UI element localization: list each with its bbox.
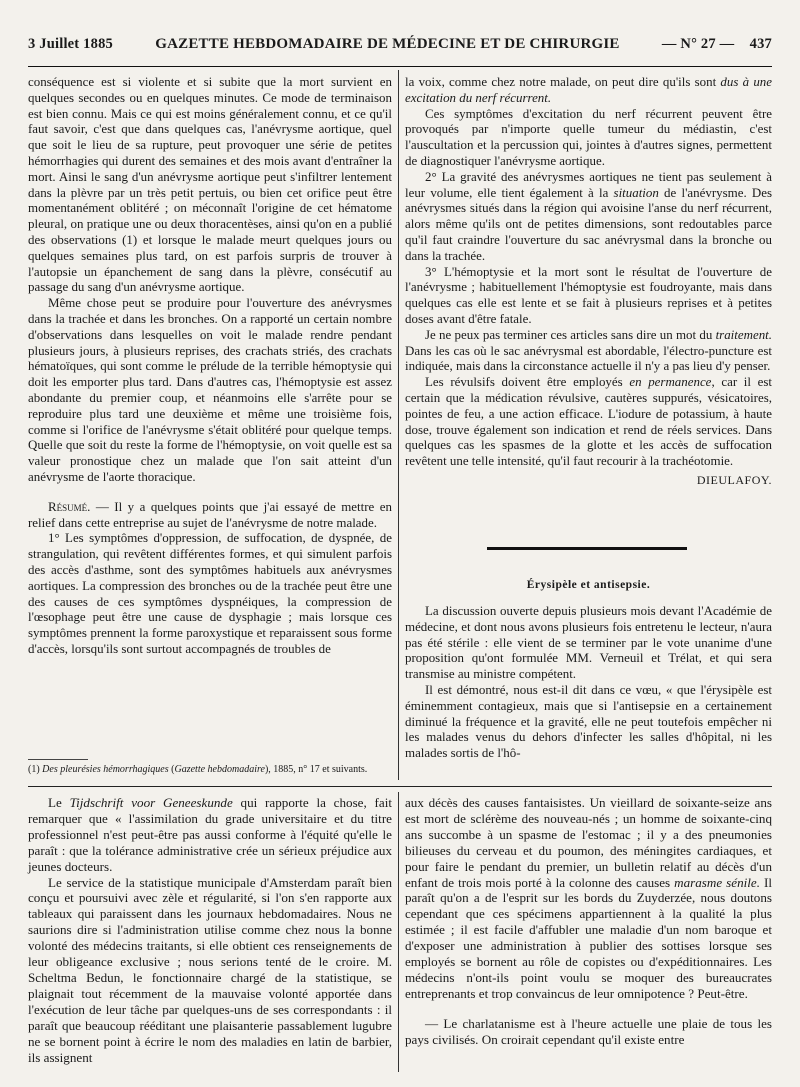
footnote-rule	[28, 759, 88, 760]
paragraph: Les révulsifs doivent être employés en permanence, car il est certain que la médication révulsive, cautères suppurés, vésicatoires, pointes de feu, a une action efficace. L'iodure de potassium, à haute dose, trouve également son indication et rend de réels services. Dans quelques cas les spasmes de la glotte et les accès de suffocation revêtent une telle intensité, qu'il faut recourir à la trachéotomie.	[405, 374, 773, 469]
paragraph: 1° Les symptômes d'oppression, de suffocation, de dyspnée, de strangulation, qui revêtent différentes formes, et qui simulent parfois des accès d'asthme, sont des symptômes habituels aux anévrysmes aortiques. La compression des bronches ou de la trachée peut être une des causes de ces symptômes dyspnéiques, la compression de l'œsophage peut être une cause de dysphagie ; mais lorsque ces symptômes prennent la forme paroxystique et reparaissent sous forme d'accès, lorsqu'ils sont surtout accompagnés de troubles de	[28, 530, 392, 656]
column-right-top	[405, 74, 772, 489]
paragraph: Je ne peux pas terminer ces articles sans dire un mot du traitement. Dans les cas où le sac anévrysmal est abordable, l'électro-puncture est indiquée, mais dans la circonstance actuelle il n'y a pas lieu d'y penser.	[405, 326, 772, 374]
paragraph: la voix, comme chez notre malade, on peut dire qu'ils sont dus à une excitation du nerf récurrent.	[405, 74, 772, 105]
paragraph: La discussion ouverte depuis plusieurs mois devant l'Académie de médecine, et dont nous avons plusieurs fois entretenu le lecteur, n'aura pas été stérile : elle vient de se terminer par le vote unanime d'une proposition qu'ont formulée MM. Verneuil et Trélat, et qui sera transmise au ministre compétent.	[405, 603, 772, 682]
resume-paragraph: Résumé. — Il y a quelques points que j'ai essayé de mettre en relief dans cette entreprise au sujet de l'anévrysme de notre malade.	[28, 498, 392, 530]
column-left-top	[28, 74, 392, 657]
paragraph: 2° La gravité des anévrysmes aortiques ne tient pas seulement à leur volume, elle tient également à la situation de l'anévrysme. Des anévrysmes situés dans la région qui avoisine l'anse du nerf récurrent, alors même qu'ils ont de petites dimensions, sont redoutables parce qu'il faut craindre l'ouverture du sac anévrysmal dans la bronche ou dans la trachée.	[405, 168, 773, 263]
paragraph: conséquence est si violente et si subite que la mort survient en quelques secondes ou en quelques minutes. Ce mode de terminaison est bien connu. Mais ce qui est moins généralement connu, et ce qu'il faut savoir, c'est que dans quelques cas, l'anévrysme aortique, quel que soit le lieu de sa rupture, peut provoquer une série de petites hémorrhagies qui durent des semaines et des mois avant d'entraîner la mort. Ainsi le sang d'un anévrysme aortique peut s'infiltrer lentement dans la plèvre par un très petit pertuis, ou bien cet orifice peut être momentanément oblitéré ; on méconnaît l'origine de cet hématome pleural, on pratique une ou deux thoracentèses, ainsi qu'on en a publié des observations (1) et lorsque le malade meurt quelques jours ou quelques semaines plus tard, on est parfois surpris de trouver à l'autopsie un épanchement de sang dans la plèvre, consécutif au passage du sang d'un anévrysme aortique.	[28, 74, 392, 295]
section-title: Érysipèle et antisepsie.	[526, 579, 651, 591]
column-divider-top	[398, 70, 399, 780]
paragraph: — Le charlatanisme est à l'heure actuelle une plaie de tous les pays civilisés. On croirait cependant qu'il existe entre	[405, 1015, 772, 1047]
column-left-bottom	[28, 795, 392, 1065]
paragraph: Il est démontré, nous est-il dit dans ce vœu, « que l'érysipèle est éminemment contagieux, mais que si l'antisepsie en a certainement diminué la fréquence et la gravité, elle ne peut toutefois empêcher ni les malades venus du dehors d'infecter les salles d'hôpital, ni les malades sortis de l'hô-	[405, 681, 772, 761]
header-date: 3 Juillet 1885	[28, 36, 113, 52]
paragraph: aux décès des causes fantaisistes. Un vieillard de soixante-seize ans est mort de sclérème des nouveau-nés ; un homme de soixante-cinq ans succombe à un spasme de l'estomac ; il y a des pneumonies bilieuses du cerveau et du poumon, des méningites cardiaques, et pour faire le pendant du premier, un bulletin relatif au décès d'un enfant de trois mois porté à la colonne des causes marasme sénile. Il paraît qu'on a de l'esprit sur les bords du Zuyderzée, nous doutons cependant que ces spécimens appartiennent à la qualité la plus estimée ; il est facile d'affubler une maladie d'un nom baroque et d'exposer une administration à publier des sottises lorsque ses employés se bornent au rôle de copistes ou d'expéditionnaires. Les médecins n'ont-ils point voulu se moquer des bureaucrates entreprenants et trop convaincus de leur omnipotence ? Peut-être.	[405, 795, 772, 1001]
header-rule	[28, 66, 772, 67]
paragraph: Ces symptômes d'excitation du nerf récurrent peuvent être provoqués par n'importe quelle tumeur du médiastin, c'est l'auscultation et la percussion qui, jointes à d'autres signes, permettent de diagnostiquer l'anévrysme aortique.	[405, 105, 772, 168]
author-signature: DIEULAFOY.	[696, 472, 772, 487]
paragraph: Le service de la statistique municipale d'Amsterdam paraît bien conçu et poursuivi avec zèle et régularité, si l'on s'en rapporte aux tableaux qui paraissent dans les journaux hebdomadaires. Nous ne saurions dire si l'administration utilise comme chez nous la bonne volonté des médecins traitants, si elle obtient ces renseignements de leur obligeance exclusive ; nous serions tenté de le croire. M. Scheltma Bedun, le fonctionnaire chargé de la statistique, se plaignait tout récemment de la mauvaise volonté apportée dans l'exécution de leur tâche par quelques-uns de ses correspondants : il paraît que beaucoup rééditant une plaisanterie passablement lugubre ne se bornent point à écrire le nom des maladies en latin de barbier, ils assignent	[28, 874, 392, 1065]
section-separator	[487, 547, 687, 550]
page-number: 437	[749, 36, 772, 52]
issue-number: — N° 27 —	[661, 36, 735, 52]
running-header	[28, 36, 772, 62]
horizontal-divider	[28, 786, 772, 787]
paragraph: Même chose peut se produire pour l'ouverture des anévrysmes dans la trachée et dans les bronches. On a rapporté un certain nombre d'observations dans lesquelles on voit le malade rendre pendant plusieurs jours, à plusieurs reprises, des crachats striés, des crachats hématoïques, qui sont comme le prélude de la terrible hémoptysie qui doit les emporter plus tard. Dans d'autres cas, l'hémoptysie est assez abondante du premier coup, et néanmoins elle s'arrête pour se reproduire plus tard une deuxième et même une troisième fois, comme si l'orifice de l'anévrysme s'était oblitéré pour quelque temps. Quelle que soit du reste la forme de l'hémoptysie, on voit quelle est sa valeur pronostique chez un malade que l'on sait atteint d'un anévrysme de l'aorte thoracique.	[28, 295, 392, 484]
footnote: (1) Des pleurésies hémorrhagiques (Gazette hebdomadaire), 1885, n° 17 et suivants.	[28, 764, 368, 775]
paragraph: Le Tijdschrift voor Geneeskunde qui rapporte la chose, fait remarquer que « l'assimilation du grade universitaire et du titre professionnel n'est peut-être pas aussi conforme à l'équité qu'elle le paraît : que la tolérance administrative crée un sérieux préjudice aux jeunes docteurs.	[28, 795, 392, 874]
journal-title: GAZETTE HEBDOMADAIRE DE MÉDECINE ET DE CHIRURGIE	[155, 36, 620, 52]
column-divider-bottom	[398, 792, 399, 1072]
column-right-section	[405, 603, 772, 761]
column-right-bottom	[405, 795, 772, 1048]
resume-label: Résumé.	[48, 498, 91, 514]
header-issue-page	[662, 36, 772, 53]
paragraph: 3° L'hémoptysie et la mort sont le résultat de l'ouverture de l'anévrysme ; habituellement l'hémoptysie est foudroyante, mais dans quelques cas elle est lente et se fait à plusieurs reprises et à petites doses avant d'être fatale.	[405, 263, 772, 326]
